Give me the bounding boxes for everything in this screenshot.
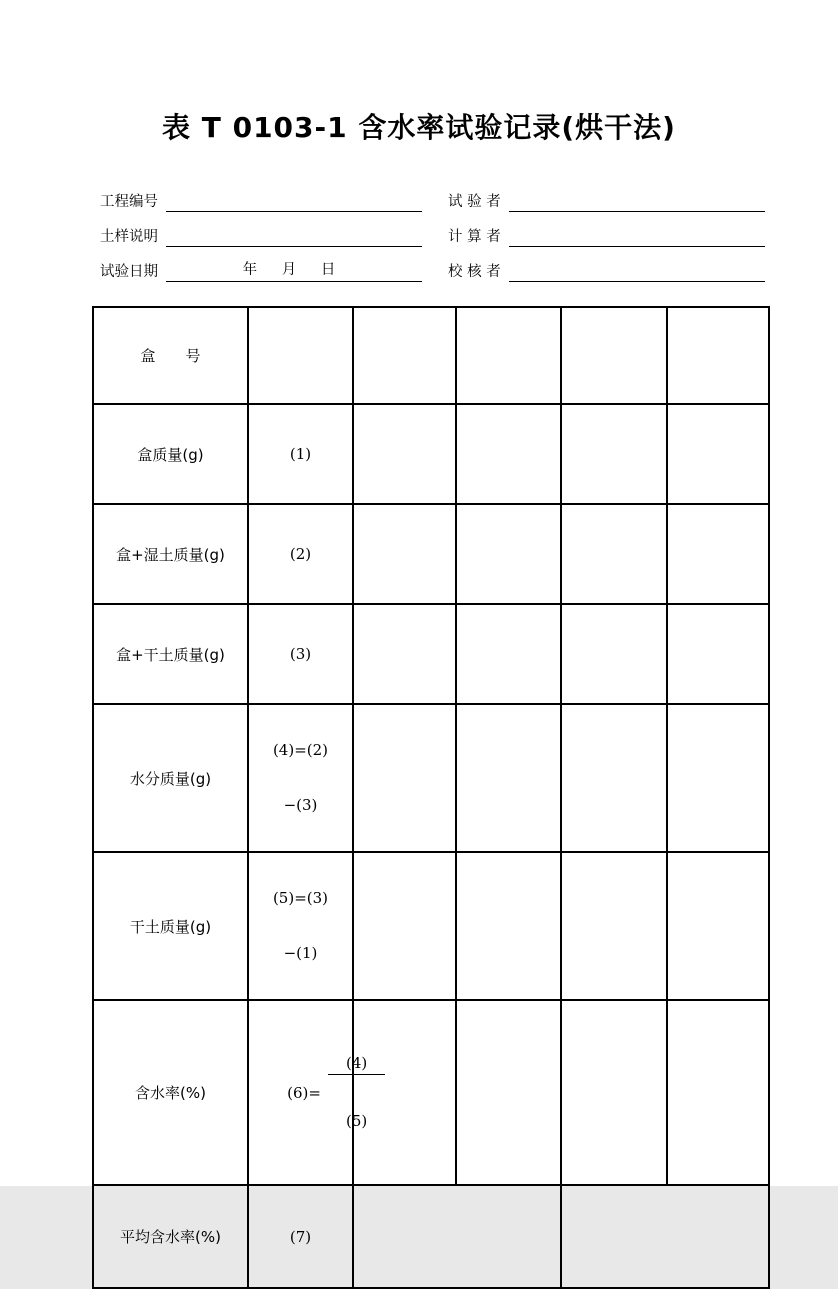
tester-label: 试 验 者 bbox=[448, 194, 501, 210]
table-row-water-content bbox=[93, 1000, 769, 1185]
table-row-water-mass bbox=[93, 704, 769, 852]
water-content-table bbox=[92, 306, 770, 1289]
data-cell bbox=[667, 307, 769, 404]
data-cell bbox=[561, 404, 667, 504]
formula-cell-box-number bbox=[248, 307, 353, 404]
row-label-box-number: 盒 号 bbox=[93, 307, 248, 404]
test-date-underline: 年 月 日 bbox=[166, 260, 422, 282]
checker-underline bbox=[509, 260, 765, 282]
field-test-date bbox=[100, 260, 422, 282]
formula-cell-dry-soil-mass bbox=[248, 852, 353, 1000]
formula-line-1: (5)=(3) bbox=[272, 889, 329, 907]
row-label-water-content: 含水率(%) bbox=[93, 1000, 248, 1185]
data-cell bbox=[456, 704, 561, 852]
data-cell bbox=[667, 604, 769, 704]
table-row-average-water-content bbox=[93, 1185, 769, 1288]
data-cell bbox=[561, 852, 667, 1000]
calculator-underline bbox=[509, 225, 765, 247]
data-cell bbox=[353, 604, 456, 704]
table-row-box-wet-soil-mass bbox=[93, 504, 769, 604]
table-row-dry-soil-mass bbox=[93, 852, 769, 1000]
data-cell bbox=[561, 307, 667, 404]
data-cell bbox=[667, 704, 769, 852]
calculator-label: 计 算 者 bbox=[448, 229, 501, 245]
data-cell bbox=[456, 404, 561, 504]
formula-line-2: −(3) bbox=[283, 796, 318, 814]
formula-line-1: (4)=(2) bbox=[272, 741, 329, 759]
data-cell bbox=[353, 307, 456, 404]
data-cell bbox=[353, 504, 456, 604]
data-cell bbox=[561, 1000, 667, 1185]
row-label-box-dry-soil-mass: 盒+干土质量(g) bbox=[93, 604, 248, 704]
formula-cell-box-dry-soil-mass: (3) bbox=[248, 604, 353, 704]
row-label-box-wet-soil-mass: 盒+湿土质量(g) bbox=[93, 504, 248, 604]
formula-cell-box-mass: (1) bbox=[248, 404, 353, 504]
row-label-water-mass: 水分质量(g) bbox=[93, 704, 248, 852]
data-cell-merged bbox=[561, 1185, 769, 1288]
checker-label: 校 核 者 bbox=[448, 264, 501, 280]
soil-description-underline bbox=[166, 225, 422, 247]
data-cell bbox=[353, 404, 456, 504]
fraction-denominator: (5) bbox=[345, 1112, 368, 1130]
data-cell bbox=[561, 604, 667, 704]
data-cell bbox=[667, 852, 769, 1000]
data-cell bbox=[353, 852, 456, 1000]
test-date-label: 试验日期 bbox=[100, 264, 158, 280]
project-number-underline bbox=[166, 190, 422, 212]
formula-cell-water-mass bbox=[248, 704, 353, 852]
data-cell bbox=[561, 504, 667, 604]
row-label-box-mass: 盒质量(g) bbox=[93, 404, 248, 504]
data-cell bbox=[667, 404, 769, 504]
data-cell bbox=[456, 1000, 561, 1185]
fraction-numerator: (4) bbox=[328, 1055, 385, 1075]
data-cell bbox=[353, 704, 456, 852]
data-cell bbox=[456, 504, 561, 604]
data-cell bbox=[561, 704, 667, 852]
water-content-formula bbox=[287, 1019, 385, 1166]
data-cell bbox=[667, 504, 769, 604]
page-title: 表 T 0103-1 含水率试验记录(烘干法) bbox=[162, 111, 676, 144]
table-row-box-mass bbox=[93, 404, 769, 504]
field-tester bbox=[448, 190, 765, 212]
formula-prefix: (6)= bbox=[287, 1083, 321, 1102]
data-cell bbox=[456, 604, 561, 704]
field-checker bbox=[448, 260, 765, 282]
field-soil-description bbox=[100, 225, 422, 247]
data-cell bbox=[667, 1000, 769, 1185]
soil-description-label: 土样说明 bbox=[100, 229, 158, 245]
project-number-label: 工程编号 bbox=[100, 194, 158, 210]
row-label-average-water-content: 平均含水率(%) bbox=[93, 1185, 248, 1288]
formula-cell-water-content bbox=[248, 1000, 368, 1185]
table-row-box-number bbox=[93, 307, 769, 404]
data-cell bbox=[456, 307, 561, 404]
field-project-number bbox=[100, 190, 422, 212]
table-row-box-dry-soil-mass bbox=[93, 604, 769, 704]
field-calculator bbox=[448, 225, 765, 247]
tester-underline bbox=[509, 190, 765, 212]
formula-fraction bbox=[328, 1019, 385, 1166]
row-label-dry-soil-mass: 干土质量(g) bbox=[93, 852, 248, 1000]
data-cell-merged bbox=[353, 1185, 561, 1288]
formula-line-2: −(1) bbox=[283, 944, 318, 962]
formula-cell-box-wet-soil-mass: (2) bbox=[248, 504, 353, 604]
formula-cell-average-water-content: (7) bbox=[248, 1185, 353, 1288]
data-cell bbox=[456, 852, 561, 1000]
